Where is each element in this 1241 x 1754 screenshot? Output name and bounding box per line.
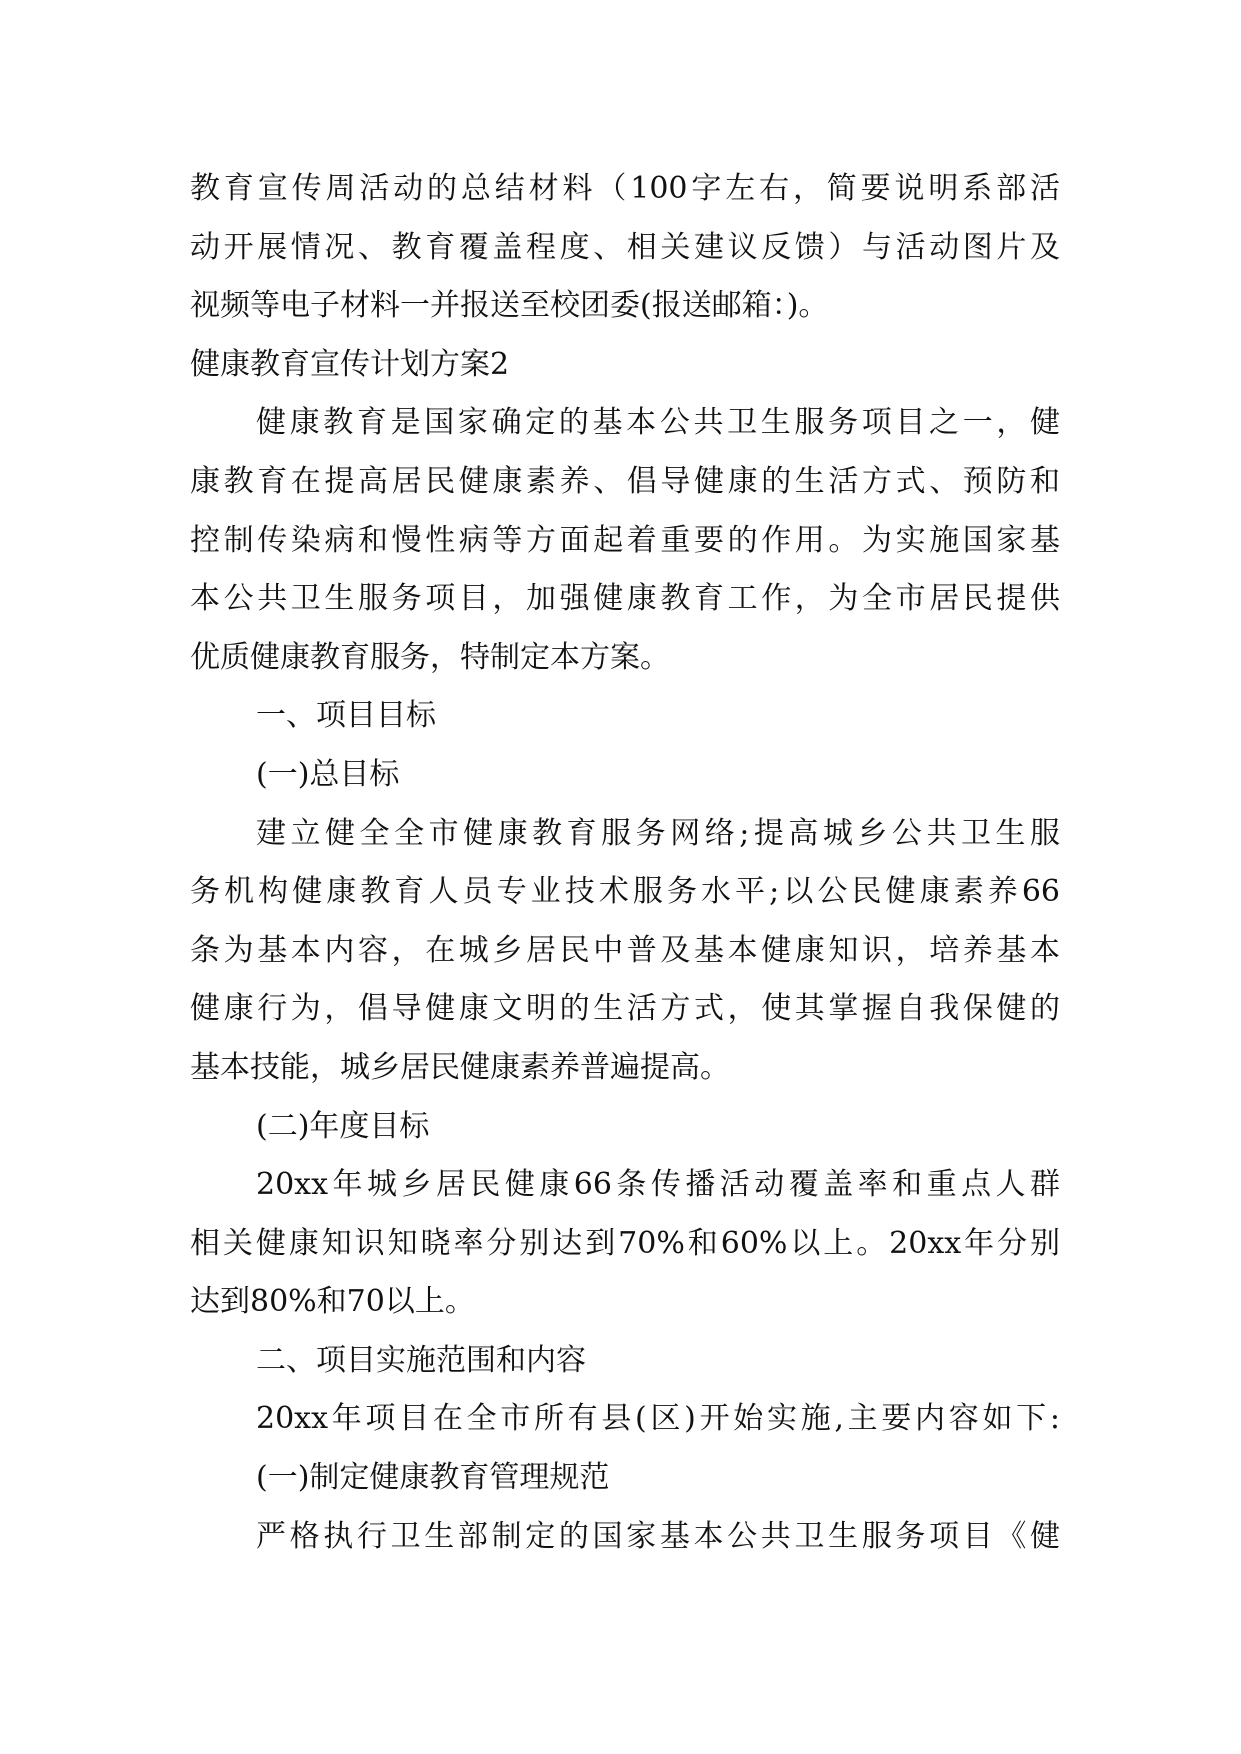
text-line: 20xx年项目在全市所有县(区)开始实施,主要内容如下: <box>256 1401 1060 1437</box>
text-line: 控制传染病和慢性病等方面起着重要的作用。为实施国家基 <box>190 522 1060 558</box>
subheading-annual-goal: (二)年度目标 <box>256 1108 430 1144</box>
text-line: 严格执行卫生部制定的国家基本公共卫生服务项目《健 <box>256 1518 1060 1554</box>
heading-scope-content: 二、项目实施范围和内容 <box>256 1342 586 1378</box>
text-line: 务机构健康教育人员专业技术服务水平;以公民健康素养66 <box>190 874 1060 910</box>
text-line: 动开展情况、教育覆盖程度、相关建议反馈）与活动图片及 <box>190 229 1060 265</box>
text-line: 达到80%和70以上。 <box>190 1284 475 1320</box>
text-line: 健康行为，倡导健康文明的生活方式，使其掌握自我保健的 <box>190 991 1060 1027</box>
text-line: 建立健全全市健康教育服务网络;提高城乡公共卫生服 <box>256 815 1060 851</box>
heading-project-goals: 一、项目目标 <box>256 698 436 734</box>
subheading-management-norms: (一)制定健康教育管理规范 <box>256 1460 610 1496</box>
text-line: 基本技能，城乡居民健康素养普遍提高。 <box>190 1049 730 1085</box>
text-line: 教育宣传周活动的总结材料（100字左右，简要说明系部活 <box>190 171 1060 206</box>
text-line: 优质健康教育服务，特制定本方案。 <box>190 639 670 675</box>
text-line: 健康教育是国家确定的基本公共卫生服务项目之一，健 <box>256 405 1060 441</box>
subheading-overall-goal: (一)总目标 <box>256 756 400 792</box>
text-line: 视频等电子材料一并报送至校团委(报送邮箱：)。 <box>190 288 829 324</box>
text-line: 本公共卫生服务项目，加强健康教育工作，为全市居民提供 <box>190 581 1060 617</box>
text-line: 20xx年城乡居民健康66条传播活动覆盖率和重点人群 <box>256 1167 1060 1203</box>
text-line: 条为基本内容，在城乡居民中普及基本健康知识，培养基本 <box>190 932 1060 968</box>
section-title: 健康教育宣传计划方案2 <box>190 346 510 382</box>
text-line: 相关健康知识知晓率分别达到70%和60%以上。20xx年分别 <box>190 1225 1060 1261</box>
text-line: 康教育在提高居民健康素养、倡导健康的生活方式、预防和 <box>190 463 1060 499</box>
document-body <box>190 160 1060 1566</box>
